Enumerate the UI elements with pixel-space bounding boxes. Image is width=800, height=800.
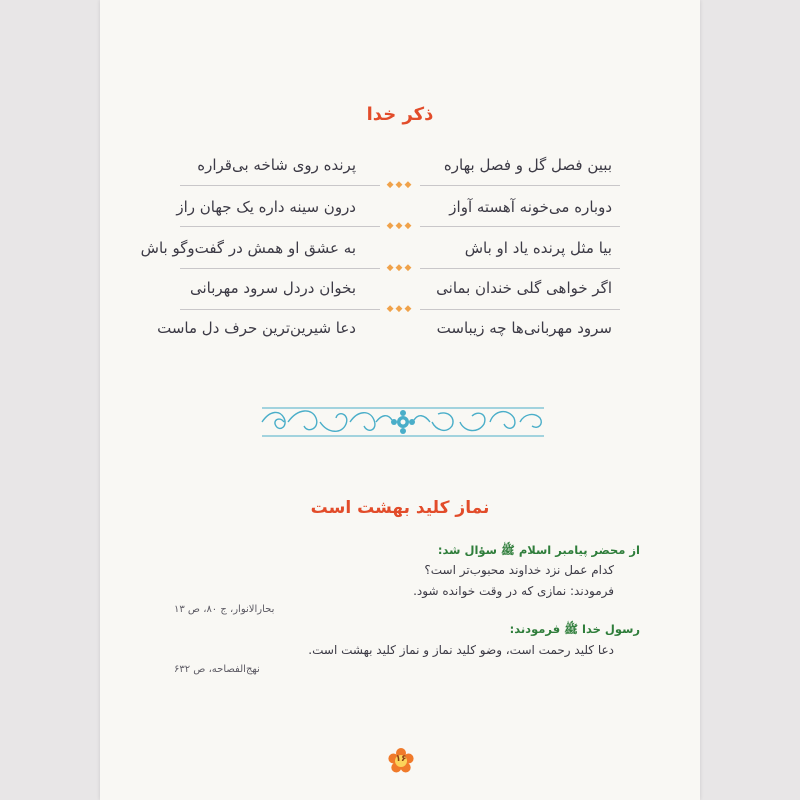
poem-line-left: درون سینه داره یک جهان راز bbox=[176, 198, 356, 216]
divider-dots: ◆◆◆ bbox=[386, 180, 414, 190]
poem-line-right: دوباره می‌خونه آهسته آواز bbox=[449, 198, 612, 216]
divider-line bbox=[180, 309, 380, 310]
divider-line bbox=[180, 268, 380, 269]
poem-line-right: بیا مثل پرنده یاد او باش bbox=[464, 239, 612, 257]
divider-dots: ◆◆◆ bbox=[386, 221, 414, 231]
hadith-reference: بحارالانوار، ج ۸۰، ص ۱۳ bbox=[174, 604, 275, 615]
poem-line-left: دعا شیرین‌ترین حرف دل ماست bbox=[157, 319, 356, 337]
poem-line-right: سرود مهربانی‌ها چه زیباست bbox=[436, 319, 612, 337]
divider-dots: ◆◆◆ bbox=[386, 263, 414, 273]
divider-line bbox=[420, 226, 620, 227]
hadith-intro: از محضر پیامبر اسلام ﷺ سؤال شد: bbox=[437, 543, 640, 557]
hadith-text: دعا کلید رحمت است، وضو کلید نماز و نماز کلید بهشت است. bbox=[308, 643, 614, 657]
hadith-intro: رسول خدا ﷺ فرمودند: bbox=[509, 622, 640, 636]
poem-line-left: بخوان دردل سرود مهربانی bbox=[189, 279, 356, 297]
page-number: ۱۶ bbox=[395, 754, 407, 764]
poem-line-right: ببین فصل گل و فصل بهاره bbox=[443, 156, 612, 174]
hadith-answer: فرمودند: نمازی که در وقت خوانده شود. bbox=[413, 584, 614, 598]
poem-line-right: اگر خواهی گلی خندان بمانی bbox=[436, 279, 612, 297]
divider-line bbox=[180, 226, 380, 227]
section-title-zikr: ذکر خدا bbox=[366, 104, 434, 125]
divider-line bbox=[420, 309, 620, 310]
divider-line bbox=[420, 185, 620, 186]
divider-line bbox=[420, 268, 620, 269]
book-page bbox=[100, 0, 700, 800]
divider-line bbox=[180, 185, 380, 186]
section-title-namaz: نماز کلید بهشت است bbox=[310, 498, 490, 518]
hadith-reference: نهج‌الفصاحه، ص ۶۳۲ bbox=[174, 664, 260, 675]
ornament-divider bbox=[258, 404, 548, 440]
poem-line-left: پرنده روی شاخه بی‌قراره bbox=[197, 156, 356, 174]
hadith-question: کدام عمل نزد خداوند محبوب‌تر است؟ bbox=[424, 563, 614, 577]
poem-line-left: به عشق او همش در گفت‌وگو باش bbox=[140, 239, 356, 257]
divider-dots: ◆◆◆ bbox=[386, 304, 414, 314]
